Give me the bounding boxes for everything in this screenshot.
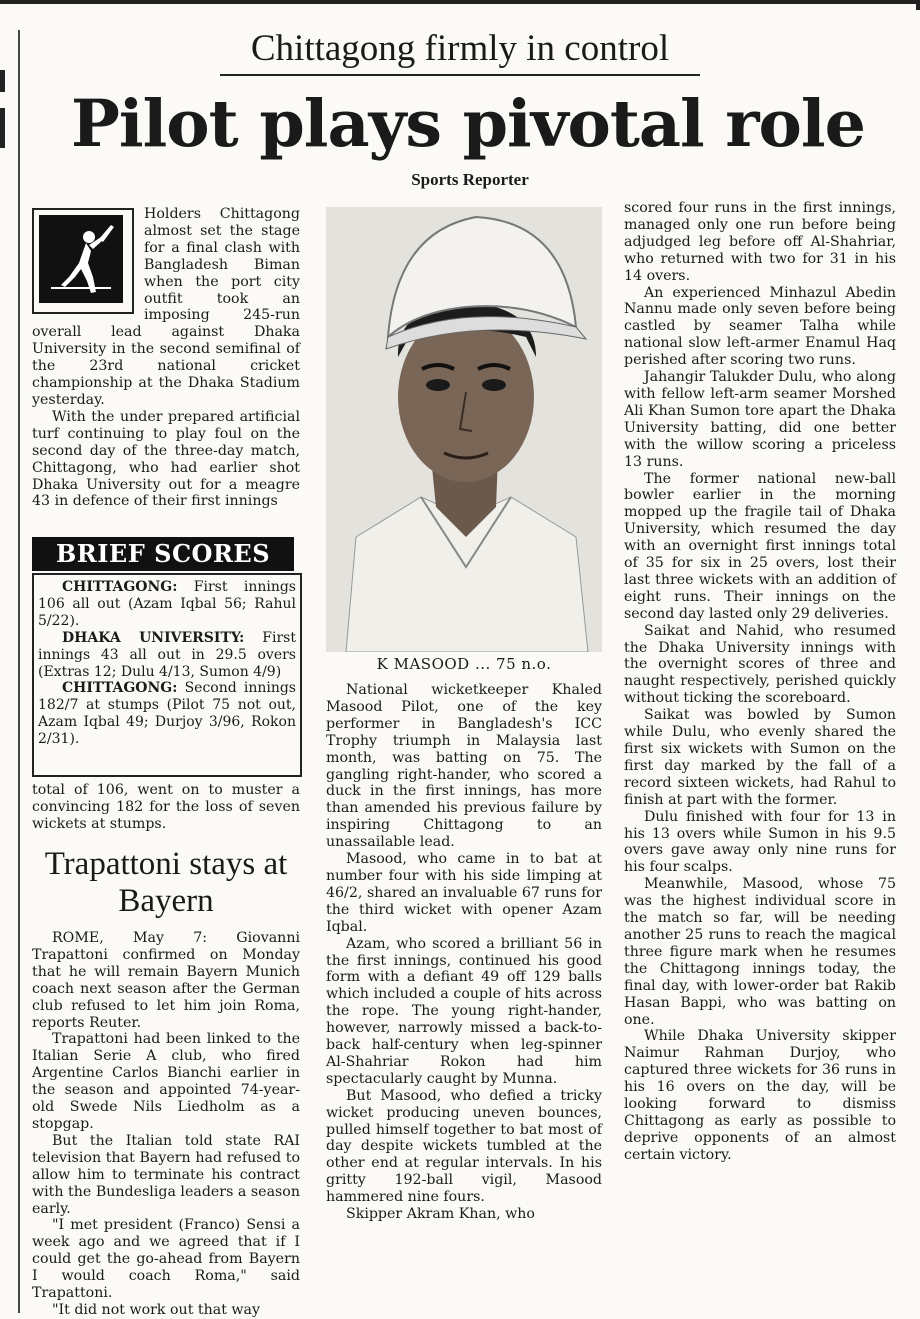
brief-scores-box	[32, 573, 302, 777]
score-text: First innings 43 all out in 29.5 overs (Extras 12; Dulu 4/13, Sumon 4/9)	[38, 629, 296, 680]
column-rule	[18, 30, 20, 1313]
score-text: Second innings 182/7 at stumps (Pilot 75 not out, Azam Iqbal 49; Durjoy 3/96, Rokon 2/31).	[38, 680, 296, 748]
lead-text: Holders Chittagong almost set the stage for a final clash with Bangladesh Biman when the port city outfit took an imposing 245-run overall lead against Dhaka University in the second semifinal of the 23rd national cricket championship at the Dhaka Stadium yesterday.	[32, 206, 300, 408]
score-text: First innings 106 all out (Azam Iqbal 56; Rahul 5/22).	[38, 579, 296, 629]
article-paragraph: But the Italian told state RAI television that Bayern had refused to allow him to terminate his contract with the Bundesliga leaders a season early.	[32, 1132, 300, 1217]
top-rule	[0, 0, 920, 4]
score-team: CHITTAGONG:	[62, 680, 178, 697]
left-edge-mark	[0, 70, 5, 92]
score-line	[38, 630, 296, 681]
score-line	[38, 579, 296, 630]
article-paragraph: Meanwhile, Masood, whose 75 was the highest individual score in the match so far, will be needing another 25 runs to reach the magical three figure mark when he resumes the Chittagong innings today, the final day, with lower-order bat Rakib Hasan Bappi, who was batting on one.	[624, 876, 896, 1028]
article-column-1-continued	[32, 782, 300, 833]
score-team: DHAKA UNIVERSITY:	[62, 629, 245, 646]
article-column-3	[624, 200, 896, 1164]
article-paragraph: ROME, May 7: Giovanni Trapattoni confirmed on Monday that he will remain Bayern Munich coach next season after the German club refused to let him join Roma, reports Reuter.	[32, 930, 300, 1031]
article-paragraph: An experienced Minhazul Abedin Nannu made only seven before being castled by seamer Talha while national slow left-armer Enamul Haq perished after scoring two runs.	[624, 284, 896, 369]
photo-caption: K MASOOD ... 75 n.o.	[376, 655, 552, 673]
article-paragraph: National wicketkeeper Khaled Masood Pilot, one of the key performer in Bangladesh's ICC Trophy triumph in Malaysia last month, was batting on 75. The gangling right-hander, who scored a duck in the first innings, has more than amended his previous failure by inspiring Chittagong to an unassailable lead.	[326, 682, 602, 851]
article-paragraph: Skipper Akram Khan, who	[346, 1206, 535, 1223]
article-paragraph: scored four runs in the first innings, managed only one run before being adjudged leg before off Al-Shahriar, who returned with two for 31 in his 14 overs.	[624, 200, 896, 284]
score-team: CHITTAGONG:	[62, 579, 178, 595]
article-paragraph: Trapattoni had been linked to the Italian Serie A club, who fired Argentine Carlos Bianchi earlier in the season and appointed 74-year-old Swede Nils Liedholm as a stopgap.	[32, 1031, 300, 1132]
trapattoni-article	[32, 930, 300, 1319]
article-column-2	[326, 682, 602, 1223]
article-paragraph: Saikat and Nahid, who resumed the Dhaka University innings with the overnight scores of three and naught respectively, perished quickly without ticking the scoreboard.	[624, 622, 896, 707]
article-paragraph: "It did not work out that way	[52, 1301, 261, 1318]
article-paragraph: total of 106, went on to muster a convincing 182 for the loss of seven wickets at stumps.	[32, 782, 300, 832]
article-paragraph: Azam, who scored a brilliant 56 in the first innings, continued his good form with a defiant 49 off 129 balls which included a couple of hits across the rope. The young right-hander, however, narrowly missed a back-to-back half-century when leg-spinner Al-Shahriar Rokon had him spectacularly caught by Munna.	[326, 935, 602, 1087]
byline: Sports Reporter	[411, 170, 529, 189]
right-edge-mark	[916, 0, 920, 10]
article-paragraph: Jahangir Talukder Dulu, who along with fellow left-arm seamer Morshed Ali Khan Sumon tore apart the Dhaka University batting, did one better with the willow scoring a priceless 13 runs.	[624, 369, 896, 470]
article-paragraph: While Dhaka University skipper Naimur Rahman Durjoy, who captured three wickets for 36 runs in his 16 overs on the day, will be looking forward to dismiss Chittagong as early as possible to deprive opponents of an almost certain victory.	[624, 1028, 896, 1163]
score-line	[38, 680, 296, 748]
article-paragraph: With the under prepared artificial turf continuing to play foul on the second day of the three-day match, Chittagong, who had earlier shot Dhaka University out for a meagre 43 in defence of their first innings	[32, 408, 300, 510]
kicker-headline: Chittagong firmly in control	[250, 28, 670, 69]
trapattoni-headline: Trapattoni stays at Bayern	[44, 846, 288, 919]
article-column-1-top	[32, 206, 300, 510]
lead-paragraph	[32, 206, 300, 409]
article-paragraph: The former national new-ball bowler earlier in the morning mopped up the fragile tail of Dhaka University, which resumed the day with an overnight first innings total of 35 for six in 25 overs, lost their last three wickets with an addition of eight runs. Their innings on the second day lasted only 29 deliveries.	[624, 470, 896, 622]
article-paragraph: Saikat was bowled by Sumon while Dulu, who evenly shared the first six wickets with Sumon on the first day marked by the fall of a record sixteen wickets, had Rahul to finish at part with the former.	[624, 707, 896, 808]
kicker-underline	[220, 74, 700, 76]
icon-spacer	[32, 206, 144, 312]
article-paragraph: "I met president (Franco) Sensi a week ago and we agreed that if I could get the go-ahead from Bayern I would coach Roma," said Trapattoni.	[32, 1217, 300, 1302]
article-paragraph: Dulu finished with four for 13 in his 13 overs while Sumon in his 9.5 overs gave away only nine runs for his four scalps.	[624, 808, 896, 876]
left-edge-mark	[0, 108, 5, 148]
brief-scores-heading: BRIEF SCORES	[32, 537, 294, 571]
article-paragraph: Masood, who came in to bat at number four with his side limping at 46/2, shared an invaluable 67 runs for the third wicket with opener Azam Iqbal.	[326, 851, 602, 935]
article-paragraph: But Masood, who defied a tricky wicket producing uneven bounces, pulled himself together to bat most of day despite wickets tumbled at the other end at regular intervals. In his gritty 192-ball vigil, Masood hammered nine fours.	[326, 1087, 602, 1206]
main-headline: Pilot plays pivotal role	[71, 86, 865, 162]
player-photo	[326, 207, 602, 652]
